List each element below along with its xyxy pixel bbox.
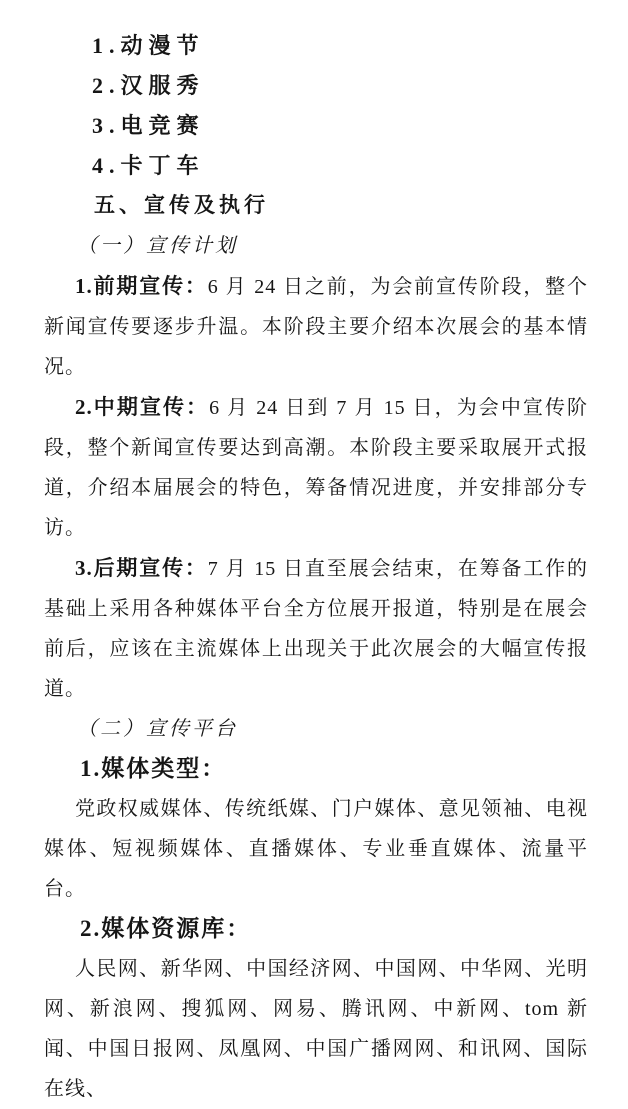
activity-item-1: 1.动漫节 [92,33,205,58]
media-types-body-text: 党政权威媒体、传统纸媒、门户媒体、意见领袖、电视媒体、短视频媒体、直播媒体、专业垂直媒体、流量平台。 [44,798,588,900]
plan-paragraph-late-label: 3.后期宣传： [75,556,208,580]
platform-subsection-title: （二）宣传平台 [77,718,238,740]
media-types-body [44,789,588,909]
plan-paragraph-late [44,548,588,709]
media-library-label: 2.媒体资源库： [80,916,252,941]
activity-item-2: 2.汉服秀 [92,73,205,98]
plan-paragraph-early-label: 1.前期宣传： [75,274,208,298]
plan-paragraph-mid-label: 2.中期宣传： [75,395,210,419]
plan-paragraph-late-text: 7 月 15 日直至展会结束，在筹备工作的基础上采用各种媒体平台全方位展开报道，特别是在展会前后，应该在主流媒体上出现关于此次展会的大幅宣传报道。 [44,558,589,700]
plan-paragraph-early [44,266,588,387]
section-heading: 五、宣传及执行 [94,194,269,217]
plan-subsection-title: （一）宣传计划 [77,235,238,257]
plan-paragraph-mid [44,387,588,548]
media-types-label: 1.媒体类型： [80,756,227,781]
media-library-body [44,949,588,1109]
plan-paragraph-early-text: 6 月 24 日之前，为会前宣传阶段，整个新闻宣传要逐步升温。本阶段主要介绍本次展会的基本情况。 [44,276,589,378]
activity-item-4: 4.卡丁车 [92,153,205,178]
media-library-body-text: 人民网、新华网、中国经济网、中国网、中华网、光明网、新浪网、搜狐网、网易、腾讯网、中新网、tom 新闻、中国日报网、凤凰网、中国广播网网、和讯网、国际在线、 [44,958,588,1100]
activity-item-3: 3.电竞赛 [92,113,205,138]
plan-paragraph-mid-text: 6 月 24 日到 7 月 15 日，为会中宣传阶段，整个新闻宣传要达到高潮。本阶段主要采取展开式报道，介绍本届展会的特色，筹备情况进度，并安排部分专访。 [44,397,588,539]
